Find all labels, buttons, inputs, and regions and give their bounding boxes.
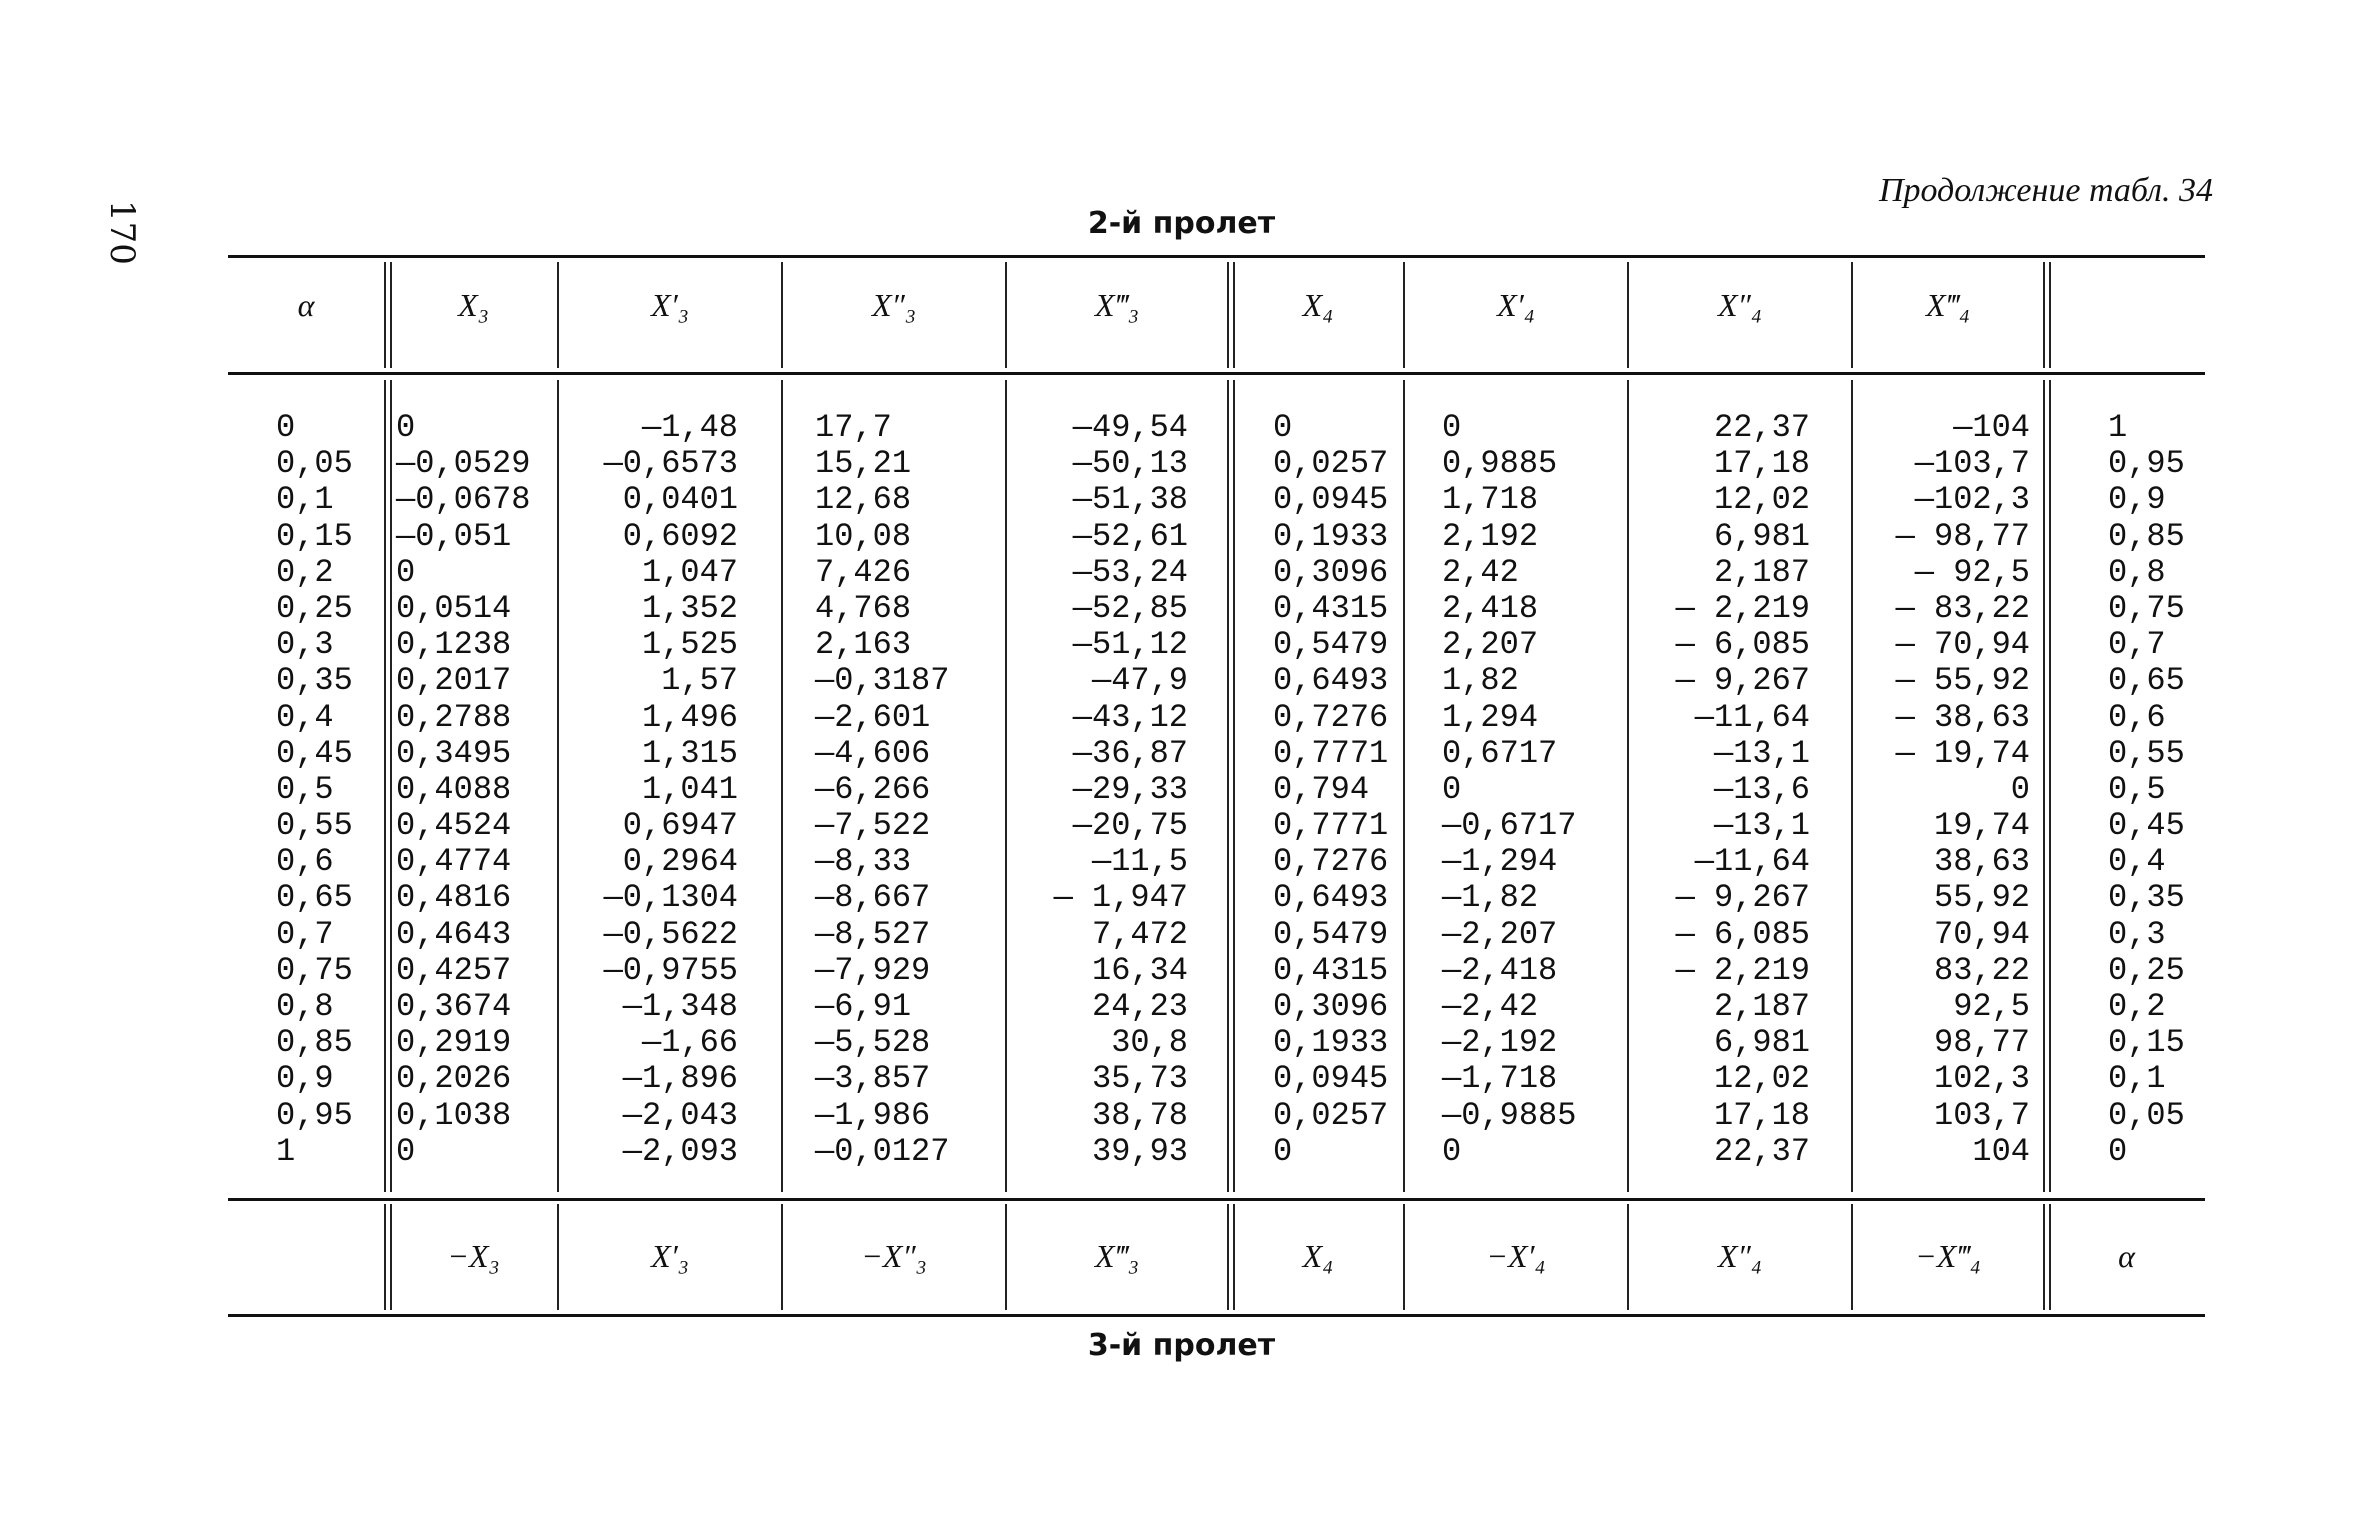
header-x3: X₃ — [458, 286, 489, 323]
cell-x4-19: 0,0257 — [1273, 1096, 1389, 1134]
cell-alpha_rev-1: 0,95 — [2108, 445, 2185, 483]
cell-x4-8: 0,7276 — [1273, 698, 1389, 736]
cell-x4-7: 0,6493 — [1273, 662, 1389, 700]
cell-x4ppp-9: — 19,74 — [1895, 734, 2030, 772]
cell-alpha-15: 0,75 — [276, 951, 353, 989]
cell-x4ppp-13: 55,92 — [1933, 879, 2030, 917]
cell-x3p-7: 1,57 — [661, 662, 738, 700]
cell-x3p-9: 1,315 — [641, 734, 738, 772]
cell-x4ppp-14: 70,94 — [1933, 915, 2030, 953]
cell-x3-13: 0,4816 — [396, 879, 512, 917]
header-x4: X₄ — [1302, 286, 1334, 323]
cell-alpha_rev-6: 0,7 — [2108, 626, 2166, 664]
cell-alpha_rev-4: 0,8 — [2108, 553, 2166, 591]
footer-neg-x3-double-prime: −X″₃ — [861, 1237, 927, 1274]
cell-x4pp-20: 22,37 — [1713, 1132, 1810, 1170]
vline-b-6 — [1403, 380, 1405, 1192]
footer-x3-prime: X′₃ — [651, 1237, 689, 1274]
header-x3-triple-prime: X‴₃ — [1094, 286, 1140, 323]
cell-x4pp-19: 17,18 — [1713, 1096, 1810, 1134]
vline-f-9 — [2043, 1204, 2045, 1310]
cell-x4p-17: —2,192 — [1442, 1024, 1558, 1062]
cell-x4-9: 0,7771 — [1273, 734, 1389, 772]
cell-x4ppp-16: 92,5 — [1953, 988, 2030, 1025]
cell-x3p-13: —0,1304 — [603, 879, 738, 917]
cell-x3ppp-11: —20,75 — [1072, 807, 1188, 845]
cell-x3p-12: 0,2964 — [622, 843, 738, 881]
bottom-span-title: 3-й пролет — [1087, 1328, 1276, 1363]
cell-alpha-1: 0,05 — [276, 445, 353, 483]
cell-x4ppp-3: — 98,77 — [1895, 517, 2030, 555]
cell-x4ppp-0: —104 — [1953, 409, 2030, 446]
cell-x4p-0: 0 — [1442, 409, 1462, 446]
cell-alpha_rev-9: 0,55 — [2108, 734, 2185, 772]
cell-alpha_rev-0: 1 — [2108, 409, 2128, 446]
cell-x4ppp-10: 0 — [2010, 770, 2030, 808]
cell-x3p-20: —2,093 — [622, 1132, 738, 1170]
footer-x4-double-prime: X″₄ — [1718, 1237, 1762, 1274]
footer-x4: X₄ — [1302, 1237, 1334, 1274]
cell-x4p-8: 1,294 — [1442, 698, 1539, 736]
cell-alpha-17: 0,85 — [276, 1024, 353, 1062]
cell-x4pp-10: —13,6 — [1713, 770, 1810, 808]
cell-x3ppp-20: 39,93 — [1091, 1132, 1188, 1170]
cell-x4ppp-15: 83,22 — [1933, 951, 2030, 989]
cell-x4ppp-12: 38,63 — [1933, 843, 2030, 881]
header-empty — [2049, 255, 2204, 355]
vline-b-8 — [1851, 380, 1853, 1192]
cell-x3pp-15: —7,929 — [815, 951, 931, 989]
cell-x4p-10: 0 — [1442, 770, 1462, 808]
cell-alpha_rev-17: 0,15 — [2108, 1024, 2185, 1062]
cell-x4ppp-4: — 92,5 — [1914, 553, 2030, 591]
cell-x4pp-15: — 2,219 — [1675, 951, 1810, 989]
cell-x3-0: 0 — [396, 409, 416, 446]
cell-x4pp-14: — 6,085 — [1675, 915, 1810, 953]
cell-x3pp-7: —0,3187 — [815, 662, 950, 700]
cell-alpha_rev-16: 0,2 — [2108, 988, 2166, 1025]
cell-x4-14: 0,5479 — [1273, 915, 1389, 953]
header-x4-triple-prime: X‴₄ — [1925, 286, 1971, 323]
cell-x4p-18: —1,718 — [1442, 1060, 1558, 1098]
col-alpha-reversed — [2108, 410, 2208, 1170]
cell-x4ppp-6: — 70,94 — [1895, 626, 2030, 664]
cell-x3pp-5: 4,768 — [815, 589, 912, 627]
vline-b-2 — [557, 380, 559, 1192]
cell-x3ppp-16: 24,23 — [1091, 988, 1188, 1025]
cell-x4pp-12: —11,64 — [1694, 843, 1810, 881]
cell-alpha-18: 0,9 — [276, 1060, 334, 1098]
cell-x4p-5: 2,418 — [1442, 589, 1539, 627]
cell-x3-7: 0,2017 — [396, 662, 512, 700]
cell-x3ppp-5: —52,85 — [1072, 589, 1188, 627]
cell-alpha_rev-8: 0,6 — [2108, 698, 2166, 736]
header-alpha: α — [297, 286, 315, 323]
cell-x3p-4: 1,047 — [641, 553, 738, 591]
cell-x3pp-10: —6,266 — [815, 770, 931, 808]
cell-x3ppp-2: —51,38 — [1072, 481, 1188, 519]
cell-x3p-16: —1,348 — [622, 988, 738, 1025]
cell-alpha_rev-2: 0,9 — [2108, 481, 2166, 519]
col-x4-prime — [1442, 410, 1622, 1170]
cell-x4ppp-1: —103,7 — [1914, 445, 2030, 483]
vline-h-1 — [384, 262, 386, 368]
header-x4-prime: X′₄ — [1497, 286, 1535, 323]
cell-x3ppp-1: —50,13 — [1072, 445, 1188, 483]
cell-x4-1: 0,0257 — [1273, 445, 1389, 483]
footer-neg-x3: −X₃ — [447, 1237, 500, 1274]
cell-x3pp-0: 17,7 — [815, 409, 892, 446]
cell-x3-11: 0,4524 — [396, 807, 512, 845]
cell-x4p-15: —2,418 — [1442, 951, 1558, 989]
vline-b-9 — [2043, 380, 2045, 1192]
cell-x3ppp-14: 7,472 — [1091, 915, 1188, 953]
cell-alpha_rev-15: 0,25 — [2108, 951, 2185, 989]
cell-x3pp-14: —8,527 — [815, 915, 931, 953]
footer-empty — [228, 1206, 384, 1306]
cell-x4pp-16: 2,187 — [1713, 988, 1810, 1025]
cell-x3-19: 0,1038 — [396, 1096, 512, 1134]
header-x4-double-prime: X″₄ — [1718, 286, 1762, 323]
cell-x3p-1: —0,6573 — [603, 445, 738, 483]
cell-x3p-19: —2,043 — [622, 1096, 738, 1134]
cell-x3ppp-12: —11,5 — [1091, 843, 1188, 881]
cell-x4p-19: —0,9885 — [1442, 1096, 1577, 1134]
cell-x4pp-6: — 6,085 — [1675, 626, 1810, 664]
cell-x3p-15: —0,9755 — [603, 951, 738, 989]
cell-x4pp-8: —11,64 — [1694, 698, 1810, 736]
cell-x3ppp-10: —29,33 — [1072, 770, 1188, 808]
cell-x4-5: 0,4315 — [1273, 589, 1389, 627]
cell-x4-15: 0,4315 — [1273, 951, 1389, 989]
cell-alpha_rev-7: 0,65 — [2108, 662, 2185, 700]
cell-x4p-14: —2,207 — [1442, 915, 1558, 953]
cell-x3p-11: 0,6947 — [622, 807, 738, 845]
cell-x3ppp-15: 16,34 — [1091, 951, 1188, 989]
cell-x3-2: —0,0678 — [396, 481, 531, 519]
cell-alpha_rev-10: 0,5 — [2108, 770, 2166, 808]
header-x3-double-prime: X″₃ — [872, 286, 916, 323]
cell-x3-17: 0,2919 — [396, 1024, 512, 1062]
col-x4-double-prime — [1630, 410, 1810, 1170]
cell-x4p-20: 0 — [1442, 1132, 1462, 1170]
cell-x4ppp-8: — 38,63 — [1895, 698, 2030, 736]
cell-alpha-11: 0,55 — [276, 807, 353, 845]
cell-x3ppp-13: — 1,947 — [1053, 879, 1188, 917]
page-number: 170 — [102, 200, 142, 265]
cell-alpha-10: 0,5 — [276, 770, 334, 808]
cell-x4ppp-18: 102,3 — [1933, 1060, 2030, 1098]
cell-x3pp-6: 2,163 — [815, 626, 912, 664]
cell-x3pp-20: —0,0127 — [815, 1132, 950, 1170]
rule-footer-bottom — [228, 1314, 2205, 1317]
cell-x4p-3: 2,192 — [1442, 517, 1539, 555]
cell-x4p-7: 1,82 — [1442, 662, 1519, 700]
cell-x3p-5: 1,352 — [641, 589, 738, 627]
cell-alpha-12: 0,6 — [276, 843, 334, 881]
cell-x3pp-12: —8,33 — [815, 843, 912, 881]
cell-x3ppp-6: —51,12 — [1072, 626, 1188, 664]
cell-x4ppp-11: 19,74 — [1933, 807, 2030, 845]
cell-alpha_rev-12: 0,4 — [2108, 843, 2166, 881]
cell-x3pp-16: —6,91 — [815, 988, 912, 1025]
cell-x4p-9: 0,6717 — [1442, 734, 1558, 772]
cell-x4pp-0: 22,37 — [1713, 409, 1810, 446]
cell-x3ppp-19: 38,78 — [1091, 1096, 1188, 1134]
cell-x3p-18: —1,896 — [622, 1060, 738, 1098]
cell-x3-6: 0,1238 — [396, 626, 512, 664]
vline-b-1 — [384, 380, 386, 1192]
footer-neg-x4-triple-prime: −X‴₄ — [1915, 1237, 1981, 1274]
cell-x3pp-9: —4,606 — [815, 734, 931, 772]
cell-alpha-20: 1 — [276, 1132, 296, 1170]
vline-f-5 — [1227, 1204, 1229, 1310]
top-span-title: 2-й пролет — [1087, 206, 1276, 241]
cell-alpha-9: 0,45 — [276, 734, 353, 772]
cell-x3pp-1: 15,21 — [815, 445, 912, 483]
rule-header-bottom — [228, 372, 2205, 375]
cell-x3p-14: —0,5622 — [603, 915, 738, 953]
cell-x4pp-3: 6,981 — [1713, 517, 1810, 555]
cell-alpha-19: 0,95 — [276, 1096, 353, 1134]
cell-x4pp-2: 12,02 — [1713, 481, 1810, 519]
cell-x4-16: 0,3096 — [1273, 988, 1389, 1025]
cell-x4-3: 0,1933 — [1273, 517, 1389, 555]
cell-x4pp-18: 12,02 — [1713, 1060, 1810, 1098]
cell-x3ppp-9: —36,87 — [1072, 734, 1188, 772]
cell-x4-0: 0 — [1273, 409, 1293, 446]
cell-alpha-8: 0,4 — [276, 698, 334, 736]
cell-x4ppp-19: 103,7 — [1933, 1096, 2030, 1134]
cell-x3-18: 0,2026 — [396, 1060, 512, 1098]
cell-x3pp-8: —2,601 — [815, 698, 931, 736]
cell-alpha-3: 0,15 — [276, 517, 353, 555]
cell-x4ppp-5: — 83,22 — [1895, 589, 2030, 627]
cell-x4-20: 0 — [1273, 1132, 1293, 1170]
cell-alpha-4: 0,2 — [276, 553, 334, 591]
col-x4-triple-prime — [1855, 410, 2030, 1170]
cell-x4p-6: 2,207 — [1442, 626, 1539, 664]
cell-x4-11: 0,7771 — [1273, 807, 1389, 845]
cell-x3pp-18: —3,857 — [815, 1060, 931, 1098]
col-x3 — [396, 410, 546, 1170]
cell-alpha_rev-13: 0,35 — [2108, 879, 2185, 917]
cell-alpha_rev-3: 0,85 — [2108, 517, 2185, 555]
cell-x3pp-2: 12,68 — [815, 481, 912, 519]
cell-x4-2: 0,0945 — [1273, 481, 1389, 519]
cell-x3-3: —0,051 — [396, 517, 512, 555]
cell-x4-4: 0,3096 — [1273, 553, 1389, 591]
cell-x3p-2: 0,0401 — [622, 481, 738, 519]
cell-x3-8: 0,2788 — [396, 698, 512, 736]
cell-x3p-8: 1,496 — [641, 698, 738, 736]
cell-x3ppp-17: 30,8 — [1111, 1024, 1188, 1062]
cell-x3ppp-7: —47,9 — [1091, 662, 1188, 700]
cell-alpha-5: 0,25 — [276, 589, 353, 627]
cell-x3p-3: 0,6092 — [622, 517, 738, 555]
cell-alpha-0: 0 — [276, 409, 296, 446]
cell-alpha_rev-14: 0,3 — [2108, 915, 2166, 953]
col-x3-double-prime — [815, 410, 995, 1170]
cell-x4-12: 0,7276 — [1273, 843, 1389, 881]
cell-x4-10: 0,794 — [1273, 770, 1370, 808]
cell-alpha_rev-19: 0,05 — [2108, 1096, 2185, 1134]
cell-x3ppp-0: —49,54 — [1072, 409, 1188, 446]
cell-alpha-13: 0,65 — [276, 879, 353, 917]
cell-x3-1: —0,0529 — [396, 445, 531, 483]
cell-alpha-7: 0,35 — [276, 662, 353, 700]
footer-x3-triple-prime: X‴₃ — [1094, 1237, 1140, 1274]
cell-x4pp-4: 2,187 — [1713, 553, 1810, 591]
cell-alpha-6: 0,3 — [276, 626, 334, 664]
vline-f-1 — [384, 1204, 386, 1310]
cell-x4ppp-17: 98,77 — [1933, 1024, 2030, 1062]
vline-b-7 — [1627, 380, 1629, 1192]
cell-x3p-0: —1,48 — [641, 409, 738, 446]
cell-x4p-1: 0,9885 — [1442, 445, 1558, 483]
cell-x4pp-7: — 9,267 — [1675, 662, 1810, 700]
cell-x3pp-17: —5,528 — [815, 1024, 931, 1062]
cell-x3-10: 0,4088 — [396, 770, 512, 808]
cell-x4pp-17: 6,981 — [1713, 1024, 1810, 1062]
cell-x3ppp-8: —43,12 — [1072, 698, 1188, 736]
cell-x4ppp-7: — 55,92 — [1895, 662, 2030, 700]
cell-x3-14: 0,4643 — [396, 915, 512, 953]
cell-x3-4: 0 — [396, 553, 416, 591]
cell-x4ppp-2: —102,3 — [1914, 481, 2030, 519]
cell-x3-16: 0,3674 — [396, 988, 512, 1025]
cell-alpha_rev-18: 0,1 — [2108, 1060, 2166, 1098]
rule-body-bottom — [228, 1198, 2205, 1201]
cell-alpha_rev-20: 0 — [2108, 1132, 2128, 1170]
cell-x4pp-5: — 2,219 — [1675, 589, 1810, 627]
cell-x3pp-11: —7,522 — [815, 807, 931, 845]
cell-x4ppp-20: 104 — [1972, 1132, 2030, 1170]
cell-x4pp-13: — 9,267 — [1675, 879, 1810, 917]
cell-x4pp-1: 17,18 — [1713, 445, 1810, 483]
cell-x4p-13: —1,82 — [1442, 879, 1539, 917]
cell-alpha_rev-11: 0,45 — [2108, 807, 2185, 845]
cell-x4-6: 0,5479 — [1273, 626, 1389, 664]
cell-alpha-16: 0,8 — [276, 988, 334, 1025]
cell-alpha-14: 0,7 — [276, 915, 334, 953]
cell-x3ppp-4: —53,24 — [1072, 553, 1188, 591]
cell-alpha_rev-5: 0,75 — [2108, 589, 2185, 627]
cell-x4p-12: —1,294 — [1442, 843, 1558, 881]
cell-x3pp-4: 7,426 — [815, 553, 912, 591]
cell-x4p-2: 1,718 — [1442, 481, 1539, 519]
cell-x3p-10: 1,041 — [641, 770, 738, 808]
col-alpha — [276, 410, 376, 1170]
cell-x3pp-3: 10,08 — [815, 517, 912, 555]
vline-h-5 — [1227, 262, 1229, 368]
vline-h-9 — [2043, 262, 2045, 368]
cell-x3p-6: 1,525 — [641, 626, 738, 664]
cell-x4-18: 0,0945 — [1273, 1060, 1389, 1098]
col-x3-prime — [560, 410, 738, 1170]
cell-x4p-16: —2,42 — [1442, 988, 1539, 1025]
col-x3-triple-prime — [1008, 410, 1188, 1170]
cell-x4-17: 0,1933 — [1273, 1024, 1389, 1062]
vline-b-3 — [781, 380, 783, 1192]
cell-alpha-2: 0,1 — [276, 481, 334, 519]
header-x3-prime: X′₃ — [651, 286, 689, 323]
cell-x3pp-19: —1,986 — [815, 1096, 931, 1134]
cell-x3-5: 0,0514 — [396, 589, 512, 627]
cell-x3ppp-3: —52,61 — [1072, 517, 1188, 555]
cell-x3-9: 0,3495 — [396, 734, 512, 772]
vline-b-4 — [1005, 380, 1007, 1192]
table-caption: Продолжение табл. 34 — [1878, 172, 2213, 209]
cell-x3-15: 0,4257 — [396, 951, 512, 989]
cell-x3ppp-18: 35,73 — [1091, 1060, 1188, 1098]
cell-x3p-17: —1,66 — [641, 1024, 738, 1062]
cell-x4p-11: —0,6717 — [1442, 807, 1577, 845]
cell-x3-20: 0 — [396, 1132, 416, 1170]
cell-x4pp-9: —13,1 — [1713, 734, 1810, 772]
cell-x4pp-11: —13,1 — [1713, 807, 1810, 845]
cell-x3-12: 0,4774 — [396, 843, 512, 881]
col-x4 — [1273, 410, 1398, 1170]
footer-alpha: α — [2118, 1237, 2135, 1274]
cell-x4-13: 0,6493 — [1273, 879, 1389, 917]
footer-neg-x4-prime: −X′₄ — [1486, 1237, 1546, 1274]
cell-x4p-4: 2,42 — [1442, 553, 1519, 591]
vline-b-5 — [1227, 380, 1229, 1192]
cell-x3pp-13: —8,667 — [815, 879, 931, 917]
